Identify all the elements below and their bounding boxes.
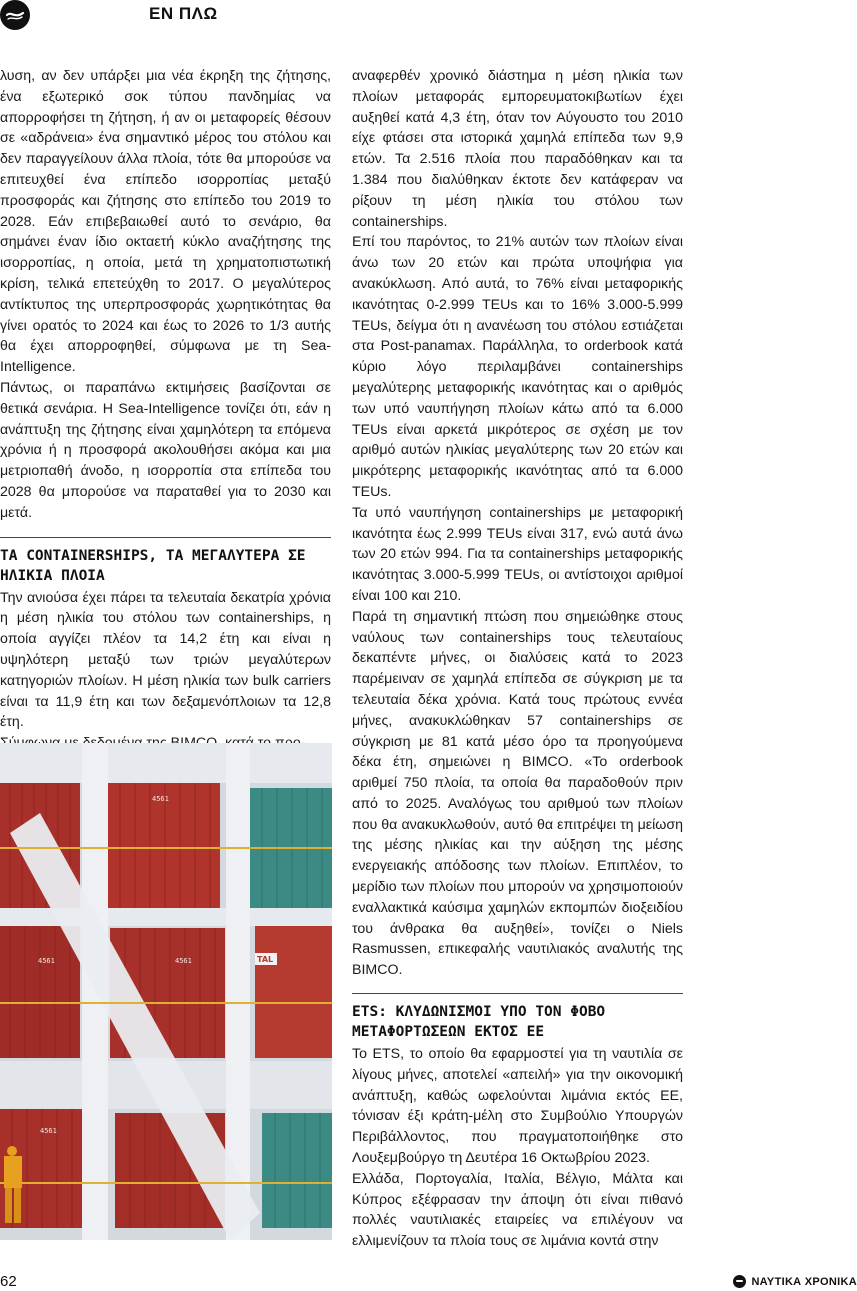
- section-label: ΕΝ ΠΛΩ: [149, 4, 218, 23]
- container-ship-photo: [0, 743, 332, 1240]
- subheading-containerships: ΤΑ CONTAINERSHIPS, ΤΑ ΜΕΓΑΛΥΤΕΡΑ ΣΕ ΗΛΙΚΙΑ ΠΛΟΙΑ: [0, 547, 306, 584]
- subheading-block: [352, 993, 683, 1042]
- body-paragraph: Ελλάδα, Πορτογαλία, Ιταλία, Βέλγιο, Μάλτα και Κύπρος εξέφρασαν την άποψη ότι είναι πιθανό πολλές ναυτιλιακές εταιρείες να επιλέγουν να ελλιμενίζουν τα πλοία τους σε λιμάνια κοντά στην: [352, 1170, 683, 1250]
- container-label: TAL: [257, 955, 274, 964]
- body-paragraph: Παρά τη σημαντική πτώση που σημειώθηκε στους ναύλους των containerships τους τελευταίους δεκαπέντε μήνες, οι διαλύσεις κατά το 2023 παρέμειναν σε χαμηλά επίπεδα σε σύγκριση με τα τελευταία δέκα χρόνια. Κατά τους πρώτους εννέα μήνες, ανακυκλώθηκαν 57 containerships σε σύγκριση με 81 κατά μέσο όρο τα προηγούμενα δέκα έτη, σημειώνει η BIMCO. «Το orderbook αριθμεί 750 πλοία, τα οποία θα παραδοθούν πριν από το 2025. Αναλόγως του αριθμού των πλοίων που θα ανακυκλωθούν, αυτό θα επιτρέψει τη μείωση της μέσης ηλικίας και την αύξηση της μέσης ενεργειακής απόδοσης των πλοίων. Επιπλέον, το μερίδιο των πλοίων που μπορούν να χρησιμοποιούν εναλλακτικά καύσιμα χαμηλών εκπομπών διοξειδίου του άνθρακα θα αυξηθεί», τονίζει ο Niels Rasmussen, επικεφαλής ναυτιλιακός αναλυτής της BIMCO.: [352, 608, 683, 979]
- wave-icon: [5, 5, 25, 25]
- brand-logo-icon: [733, 1275, 746, 1288]
- container-label: 4561: [38, 957, 55, 965]
- magazine-logo-icon: [0, 0, 30, 30]
- left-column: [0, 66, 331, 754]
- container-label: 4561: [175, 957, 192, 965]
- body-paragraph: Πάντως, οι παραπάνω εκτιμήσεις βασίζονται σε θετικά σενάρια. Η Sea-Intelligence τονίζει ότι, εάν η ανάπτυξη της ζήτησης είναι χαμηλότερη τα επόμενα χρόνια ή η προσφορά ακολουθήσει ακόμα και μια μετριοπαθή άνοδο, η ισορροπία στα επίπεδα του 2028 θα μπορούσε να παραταθεί για το 2030 και μετά.: [0, 379, 331, 521]
- body-paragraph: Τα υπό ναυπήγηση containerships με μεταφορική ικανότητα έως 2.999 TEUs είναι 317, ενώ αυτά άνω των 20 ετών 994. Για τα containerships μεταφορικής ικανότητας 3.000-5.999 TEUs, οι αντίστοιχοι αριθμοί είναι 100 και 210.: [352, 504, 683, 604]
- container-label: 4561: [40, 1127, 57, 1135]
- subheading-ets: ETS: ΚΛΥΔΩΝΙΣΜΟΙ ΥΠΟ ΤΟΝ ΦΟΒΟ ΜΕΤΑΦΟΡΤΩΣΕΩΝ ΕΚΤΟΣ ΕΕ: [352, 1004, 606, 1041]
- body-paragraph: λυση, αν δεν υπάρξει μια νέα έκρηξη της ζήτησης, ένα εξωτερικό σοκ τύπου πανδημίας να απορροφήσει τη ζήτηση, ή αν οι μεταφορείς θέσουν σε «αδράνεια» ένα σημαντικό μέρος του στόλου και δεν παραγγείλουν άλλα πλοία, τότε θα μπορούσε να επιτευχθεί ένα επίπεδο ισορροπίας μεταξύ προσφοράς και ζήτησης στο επίπεδο του 2019 το 2028. Εάν επιβεβαιωθεί αυτό το σενάριο, θα σημάνει έναν ίδιο οκταετή κύκλο αναζήτησης της ισορροπίας, η οποία, μετά τη χρηματοπιστωτική κρίση, τελικά επετεύχθη το 2017. Ο μεγαλύτερος αντίκτυπος της υπερπροσφοράς χωρητικότητας θα γίνει ορατός το 2024 και έως το 2026 το 1/3 αυτής θα έχει απορροφηθεί, σύμφωνα με τη Sea-Intelligence.: [0, 68, 331, 376]
- right-column: [352, 66, 683, 1252]
- container-label: 4561: [152, 795, 169, 803]
- body-paragraph: αναφερθέν χρονικό διάστημα η μέση ηλικία των πλοίων μεταφοράς εμπορευματοκιβωτίων έχει αυξηθεί κατά 4,3 έτη, όταν τον Αύγουστο του 2010 είχε φτάσει στα ιστορικά χαμηλά επίπεδα των 9,9 ετών. Τα 2.516 πλοία που παραδόθηκαν και τα 1.384 που διαλύθηκαν έκτοτε δεν κατάφεραν να ρίξουν τη μέση ηλικία του στόλου των containerships.: [352, 68, 683, 230]
- body-paragraph: Το ETS, το οποίο θα εφαρμοστεί για τη ναυτιλία σε λίγους μήνες, αποτελεί «απειλή» για την οικονομική ανάπτυξη, καθώς ωφελούνται λιμάνια εκτός ΕΕ, τόνισαν έξι κράτη-μέλη στο Συμβούλιο Υπουργών Περιβάλλοντος, που πραγματοποιήθηκε στο Λουξεμβούργο τη Δευτέρα 16 Οκτωβρίου 2023.: [352, 1046, 683, 1167]
- page-number: 62: [0, 1273, 17, 1290]
- brand-name: ΝΑΥΤΙΚΑ ΧΡΟΝΙΚΑ: [751, 1275, 857, 1288]
- body-paragraph: Επί του παρόντος, το 21% αυτών των πλοίων είναι άνω των 20 ετών και πρώτα υποψήφια για ανακύκλωση. Από αυτά, το 76% είναι μεταφορικής ικανότητας 0-2.999 TEUs και το 16% 3.000-5.999 TEUs, δείγμα ότι η ανανέωση του στόλου εστιάζεται στα Post-panamax. Παράλληλα, το orderbook κατά κύριο λόγο περιλαμβάνει containerships μεγαλύτερης μεταφορικής ικανότητας και ο αριθμός των υπό ναυπήγηση πλοίων κάτω από τα 6.000 TEUs είναι αρκετά μικρότερος σε σχέση με τον αριθμό αυτών ηλικίας μεγαλύτερης των 20 ετών και μικρότερης μεταφορικής ικανότητας από τα 6.000 TEUs.: [352, 234, 683, 500]
- subheading-block: [0, 537, 331, 586]
- body-paragraph: Την ανιούσα έχει πάρει τα τελευταία δεκατρία χρόνια η μέση ηλικία του στόλου των containerships, η οποία αγγίζει πλέον τα 14,2 έτη και είναι η υψηλότερη μεταξύ των τριών μεγαλύτερων κατηγοριών πλοίων. Η μέση ηλικία των bulk carriers είναι τα 11,9 έτη και των δεξαμενόπλοιων τα 12,8 έτη.: [0, 589, 331, 731]
- footer-brand: [733, 1275, 857, 1288]
